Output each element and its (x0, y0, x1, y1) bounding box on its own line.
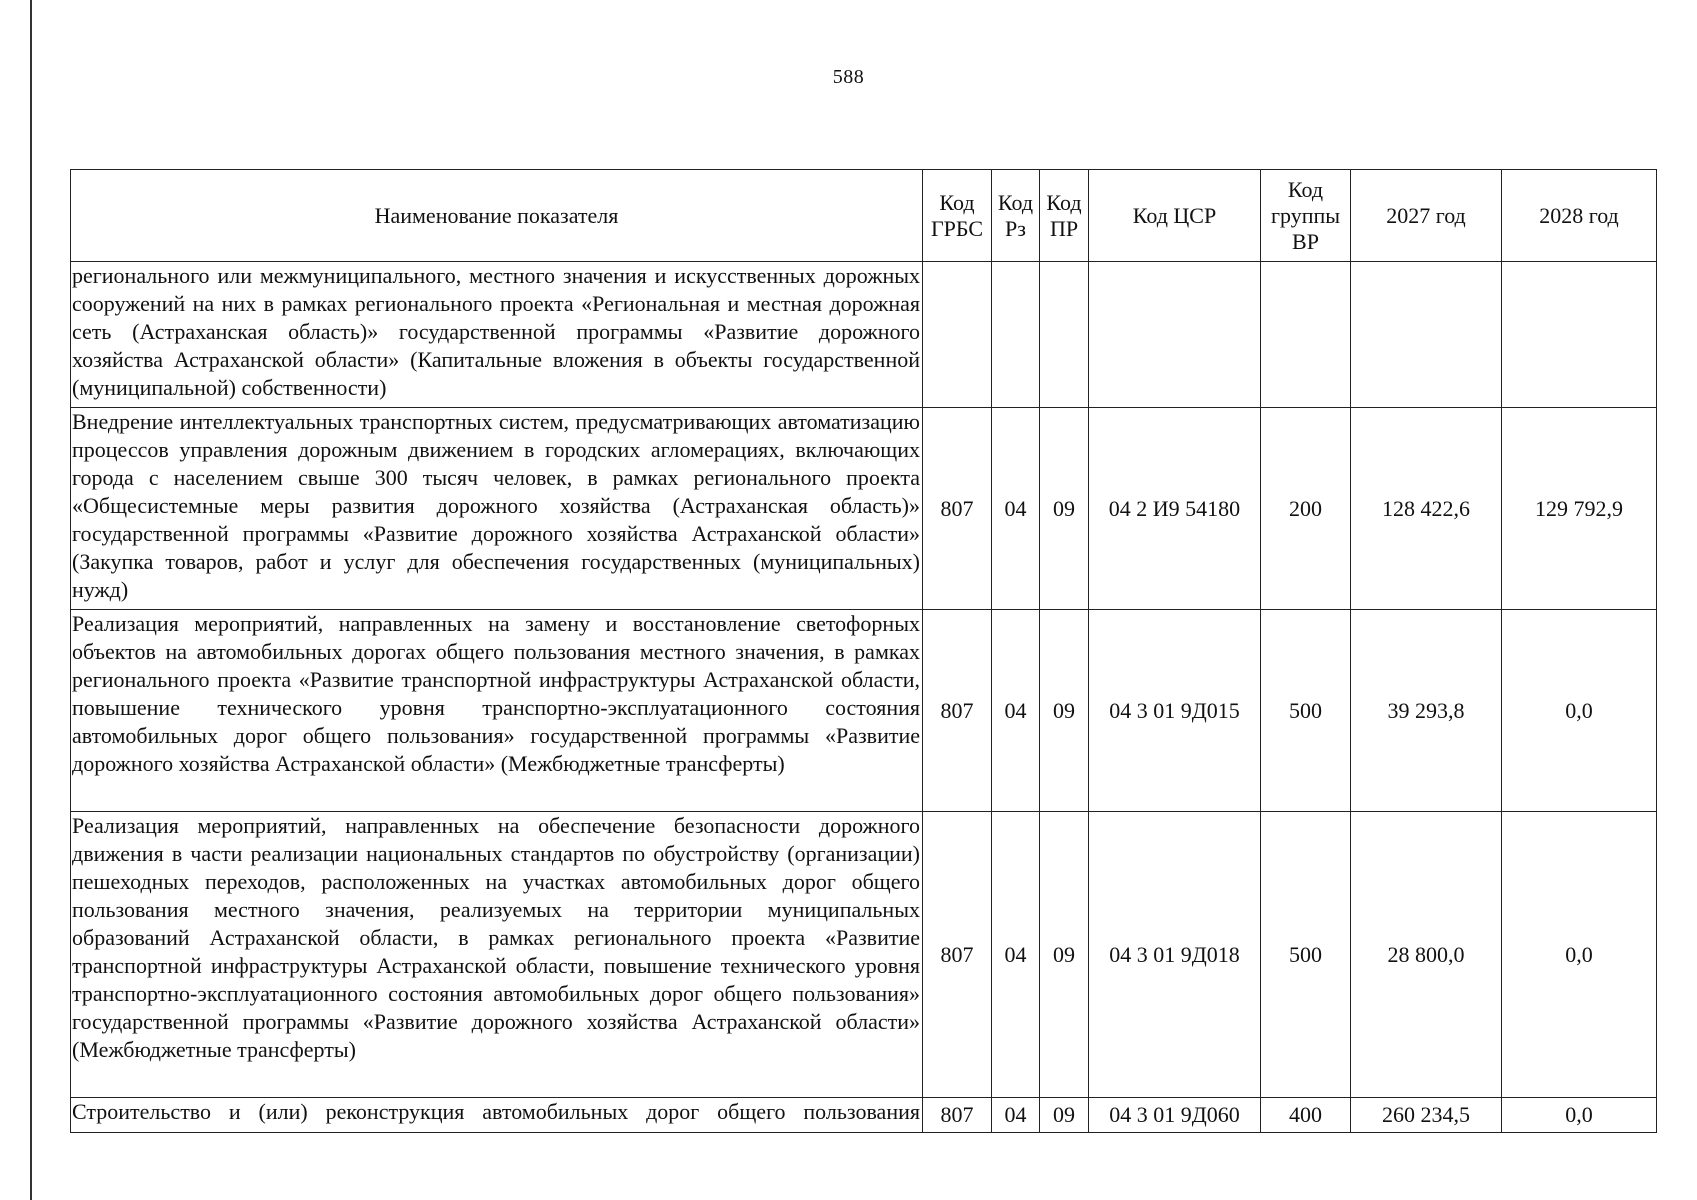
row-pr: 09 (1040, 408, 1089, 610)
row-2028: 0,0 (1502, 1098, 1657, 1133)
row-grbs: 807 (923, 408, 992, 610)
row-rz: 04 (992, 1098, 1040, 1133)
header-pr: Код ПР (1040, 170, 1089, 262)
row-pr: 09 (1040, 610, 1089, 812)
row-rz: 04 (992, 408, 1040, 610)
row-pr: 09 (1040, 1098, 1089, 1133)
row-grbs (923, 262, 992, 408)
row-csr: 04 2 И9 54180 (1089, 408, 1261, 610)
table-row (71, 1098, 1657, 1133)
row-vr: 200 (1261, 408, 1351, 610)
row-pr (1040, 262, 1089, 408)
row-grbs: 807 (923, 610, 992, 812)
row-rz: 04 (992, 812, 1040, 1098)
row-2027: 128 422,6 (1351, 408, 1502, 610)
row-name: Внедрение интеллектуальных транспортных систем, предусматривающих автоматизацию процессов управления дорожным движением в городских агломерациях, включающих города с населением свыше 300 тысяч человек, в рамках регионального проекта «Общесистемные меры развития дорожного хозяйства (Астраханская область)» государственной программы «Развитие дорожного хозяйства Астраханской области» (Закупка товаров, работ и услуг для обеспечения государственных (муниципальных) нужд) (71, 408, 923, 610)
row-csr: 04 3 01 9Д060 (1089, 1098, 1261, 1133)
row-2027: 260 234,5 (1351, 1098, 1502, 1133)
header-2027: 2027 год (1351, 170, 1502, 262)
header-2028: 2028 год (1502, 170, 1657, 262)
table-row (71, 262, 1657, 408)
row-2028 (1502, 262, 1657, 408)
row-2027: 39 293,8 (1351, 610, 1502, 812)
row-2027: 28 800,0 (1351, 812, 1502, 1098)
row-2028: 129 792,9 (1502, 408, 1657, 610)
header-name: Наименование показателя (71, 170, 923, 262)
row-grbs: 807 (923, 1098, 992, 1133)
row-csr: 04 3 01 9Д015 (1089, 610, 1261, 812)
row-grbs: 807 (923, 812, 992, 1098)
table-row (71, 812, 1657, 1098)
header-rz: Код Рз (992, 170, 1040, 262)
row-csr (1089, 262, 1261, 408)
page-number: 588 (832, 66, 865, 88)
row-vr: 400 (1261, 1098, 1351, 1133)
row-vr: 500 (1261, 812, 1351, 1098)
header-vr: Код группы ВР (1261, 170, 1351, 262)
header-grbs: Код ГРБС (923, 170, 992, 262)
row-name: Строительство и (или) реконструкция автомобильных дорог общего пользования (71, 1098, 923, 1133)
row-2028: 0,0 (1502, 812, 1657, 1098)
row-rz (992, 262, 1040, 408)
table-header-row (71, 170, 1657, 262)
row-rz: 04 (992, 610, 1040, 812)
row-2028: 0,0 (1502, 610, 1657, 812)
table-row (71, 408, 1657, 610)
budget-table (70, 169, 1657, 1133)
table-row (71, 610, 1657, 812)
row-vr (1261, 262, 1351, 408)
header-csr: Код ЦСР (1089, 170, 1261, 262)
row-pr: 09 (1040, 812, 1089, 1098)
row-name: Реализация мероприятий, направленных на обеспечение безопасности дорожного движения в части реализации национальных стандартов по обустройству (организации) пешеходных переходов, расположенных на участках автомобильных дорог общего пользования местного значения, реализуемых на территории муниципальных образований Астраханской области, в рамках регионального проекта «Развитие транспортной инфраструктуры Астраханской области, повышение технического уровня транспортно-эксплуатационного состояния автомобильных дорог общего пользования» государственной программы «Развитие дорожного хозяйства Астраханской области» (Межбюджетные трансферты) (71, 812, 923, 1098)
row-name: Реализация мероприятий, направленных на замену и восстановление светофорных объектов на автомобильных дорогах общего пользования местного значения, в рамках регионального проекта «Развитие транспортной инфраструктуры Астраханской области, повышение технического уровня транспортно-эксплуатационного состояния автомобильных дорог общего пользования» государственной программы «Развитие дорожного хозяйства Астраханской области» (Межбюджетные трансферты) (71, 610, 923, 812)
row-name: регионального или межмуниципального, местного значения и искусственных дорожных сооружений на них в рамках регионального проекта «Региональная и местная дорожная сеть (Астраханская область)» государственной программы «Развитие дорожного хозяйства Астраханской области» (Капитальные вложения в объекты государственной (муниципальной) собственности) (71, 262, 923, 408)
row-vr: 500 (1261, 610, 1351, 812)
row-csr: 04 3 01 9Д018 (1089, 812, 1261, 1098)
page-edge-line (30, 0, 32, 1200)
row-2027 (1351, 262, 1502, 408)
